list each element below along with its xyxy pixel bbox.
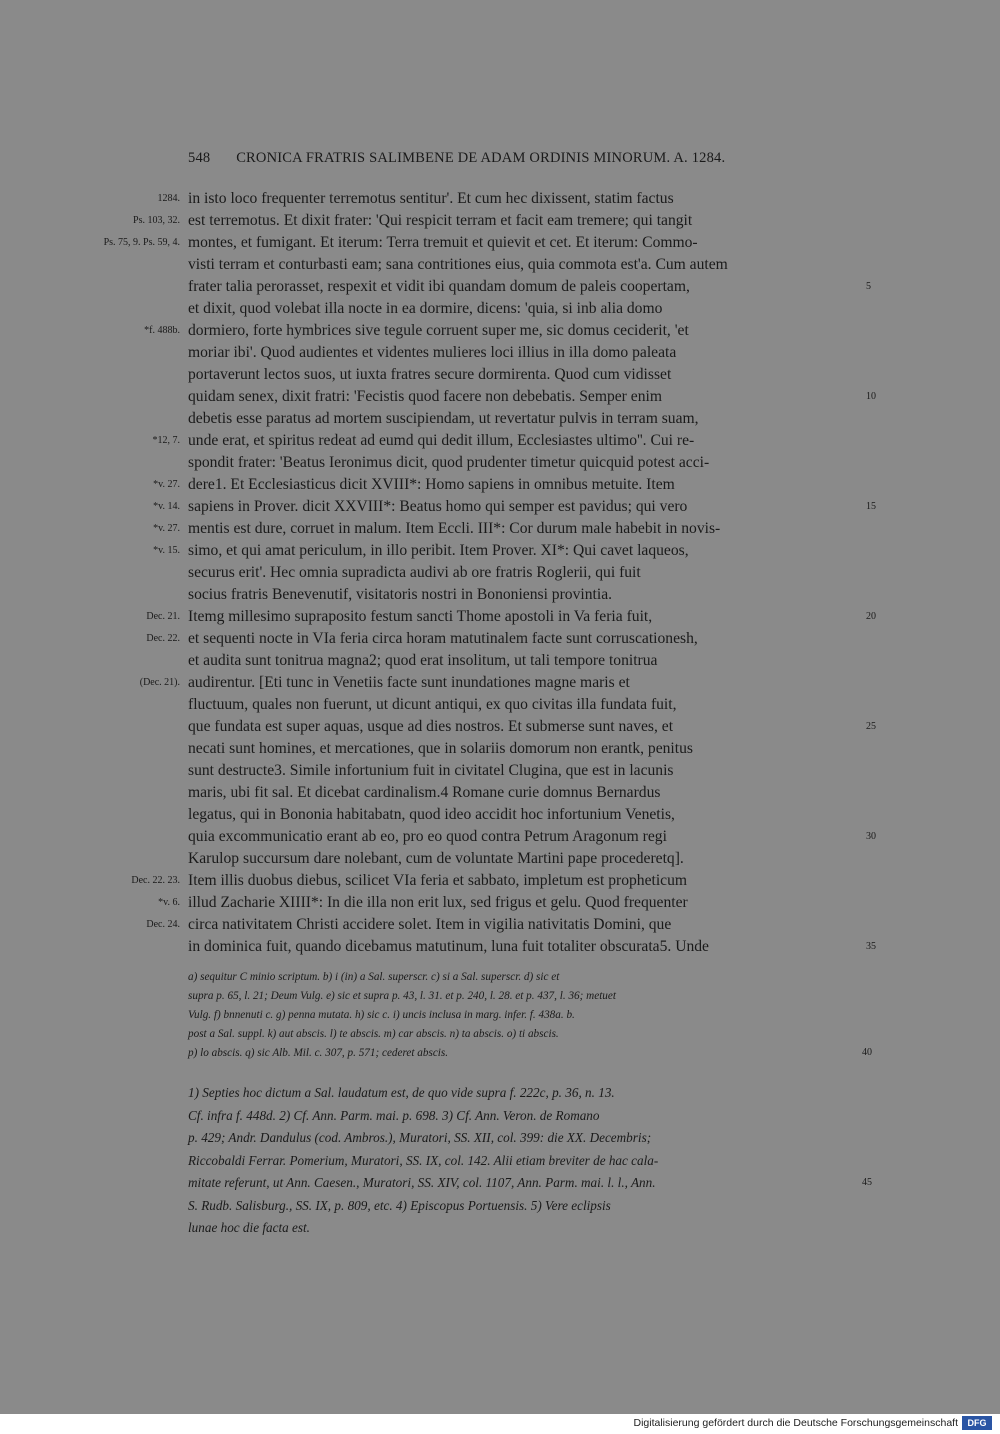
text-line: legatus, qui in Bononia habitabatn, quod ideo accidit hoc infortunium Venetis,: [188, 806, 675, 823]
apparatus-line: p) lo abscis. q) sic Alb. Mil. c. 307, p. 571; cederet abscis.: [188, 1047, 449, 1059]
margin-reference: (Dec. 21).: [139, 677, 180, 688]
page-number: 548: [188, 150, 211, 166]
text-line: visti terram et conturbasti eam; sana contritiones eius, quia commota est'a. Cum autem: [188, 256, 728, 273]
text-line: sapiens in Prover. dicit XXVIII*: Beatus homo qui semper est pavidus; qui vero: [188, 498, 688, 515]
credit-text: Digitalisierung gefördert durch die Deutsche Forschungsgemeinschaft: [633, 1417, 958, 1429]
text-line: que fundata est super aquas, usque ad dies nostros. Et submerse sunt naves, et: [188, 718, 674, 735]
text-line: socius fratris Benevenutif, visitatoris nostri in Bononiensi provintia.: [188, 586, 613, 603]
text-line: maris, ubi fit sal. Et dicebat cardinalism.4 Romane curie domnus Bernardus: [188, 784, 661, 801]
commentary-line: p. 429; Andr. Dandulus (cod. Ambros.), Muratori, SS. XII, col. 399: die XX. Decembris;: [188, 1130, 652, 1145]
running-header: [188, 150, 833, 167]
text-line: in dominica fuit, quando dicebamus matutinum, luna fuit totaliter obscurata5. Unde: [188, 938, 709, 955]
text-line: et sequenti nocte in VIa feria circa horam matutinalem facte sunt corruscationesh,: [188, 630, 698, 647]
text-line: et audita sunt tonitrua magna2; quod erat insolitum, ut tali tempore tonitrua: [188, 652, 658, 669]
running-title: CRONICA FRATRIS SALIMBENE DE ADAM ORDINIS MINORUM. A. 1284.: [236, 150, 726, 166]
margin-reference: *v. 27.: [153, 523, 180, 534]
margin-reference: 1284.: [157, 193, 180, 204]
text-line: est terremotus. Et dixit frater: 'Qui respicit terram et facit eam tremere; qui tangit: [188, 212, 693, 229]
commentary-line: mitate referunt, ut Ann. Caesen., Muratori, SS. XIV, col. 1107, Ann. Parm. mai. l. l., Ann.: [188, 1175, 656, 1190]
line-number: 15: [866, 501, 876, 512]
text-line: mentis est dure, corruet in malum. Item Eccli. III*: Cor durum male habebit in novis-: [188, 520, 721, 537]
margin-reference: Dec. 22.: [146, 633, 180, 644]
margin-reference: *12, 7.: [152, 435, 180, 446]
margin-reference: Ps. 103, 32.: [133, 215, 180, 226]
text-line: et dixit, quod volebat illa nocte in ea dormire, dicens: 'quia, si inb alia domo: [188, 300, 663, 317]
margin-reference: Dec. 21.: [146, 611, 180, 622]
margin-reference: *v. 27.: [153, 479, 180, 490]
text-line: dormiero, forte hymbrices sive tegule corruent super me, sic domus ceciderit, 'et: [188, 322, 689, 339]
text-line: Karulop succursum dare nolebant, cum de voluntate Martini pape procederetq].: [188, 850, 684, 867]
text-line: Item illis duobus diebus, scilicet VIa feria et sabbato, impletum est propheticum: [188, 872, 688, 889]
text-line: illud Zacharie XIIII*: In die illa non erit lux, sed frigus et gelu. Quod frequenter: [188, 894, 688, 911]
dfg-logo: DFG: [962, 1416, 992, 1430]
apparatus-line: a) sequitur C minio scriptum. b) i (in) a Sal. superscr. c) si a Sal. superscr. d) sic et: [188, 971, 560, 983]
apparatus-line: post a Sal. suppl. k) aut abscis. l) te abscis. m) car abscis. n) ta abscis. o) ti abscis.: [188, 1028, 559, 1040]
margin-reference: Ps. 75, 9. Ps. 59, 4.: [103, 237, 180, 248]
text-line: circa nativitatem Christi accidere solet. Item in vigilia nativitatis Domini, que: [188, 916, 672, 933]
line-number: 20: [866, 611, 876, 622]
text-line: necati sunt homines, et mercationes, que in solariis domorum non erantk, penitus: [188, 740, 693, 757]
text-line: audirentur. [Eti tunc in Venetiis facte sunt inundationes magne maris et: [188, 674, 630, 691]
text-line: in isto loco frequenter terremotus sentitur'. Et cum hec dixissent, statim factus: [188, 190, 674, 207]
text-line: moriar ibi'. Quod audientes et videntes mulieres loci illius in illa domo paleata: [188, 344, 677, 361]
margin-reference: Dec. 22. 23.: [131, 875, 180, 886]
text-line: frater talia perorasset, respexit et vidit ibi quandam domum de paleis coopertam,: [188, 278, 690, 295]
text-line: portaverunt lectos suos, ut iuxta fratres secure dormirenta. Quod cum vidisset: [188, 366, 672, 383]
text-line: unde erat, et spiritus redeat ad eumd qui dedit illum, Ecclesiastes ultimo''. Cui re-: [188, 432, 695, 449]
text-line: Itemg millesimo supraposito festum sancti Thome apostoli in Va feria fuit,: [188, 608, 653, 625]
margin-reference: *v. 15.: [153, 545, 180, 556]
text-line: dere1. Et Ecclesiasticus dicit XVIII*: Homo sapiens in omnibus metuite. Item: [188, 476, 675, 493]
margin-reference: *v. 14.: [153, 501, 180, 512]
margin-reference: *f. 488b.: [144, 325, 180, 336]
commentary-line: lunae hoc die facta est.: [188, 1220, 310, 1235]
text-line: montes, et fumigant. Et iterum: Terra tremuit et quievit et cet. Et iterum: Commo-: [188, 234, 698, 251]
text-line: fluctuum, quales non fuerunt, ut dicunt antiqui, ex quo civitas illa fundata fuit,: [188, 696, 677, 713]
apparatus-line: Vulg. f) bnnenuti c. g) penna mutata. h) sic c. i) uncis inclusa in marg. infer. f. 438a. b.: [188, 1009, 575, 1021]
line-number: 40: [862, 1047, 872, 1058]
margin-reference: *v. 6.: [158, 897, 180, 908]
line-number: 30: [866, 831, 876, 842]
margin-reference: Dec. 24.: [146, 919, 180, 930]
text-line: securus erit'. Hec omnia supradicta audivi ab ore fratris Roglerii, qui fuit: [188, 564, 641, 581]
commentary-line: Riccobaldi Ferrar. Pomerium, Muratori, SS. IX, col. 142. Alii etiam breviter de hac cala-: [188, 1152, 659, 1168]
text-line: simo, et qui amat periculum, in illo peribit. Item Prover. XI*: Qui cavet laqueos,: [188, 542, 689, 559]
line-number: 35: [866, 941, 876, 952]
commentary-line: Cf. infra f. 448d. 2) Cf. Ann. Parm. mai. p. 698. 3) Cf. Ann. Veron. de Romano: [188, 1107, 600, 1123]
text-line: quia excommunicatio erant ab eo, pro eo quod contra Petrum Aragonum regi: [188, 828, 667, 845]
line-number: 25: [866, 721, 876, 732]
text-line: sunt destructe3. Simile infortunium fuit in civitatel Clugina, que est in lacunis: [188, 762, 674, 779]
text-line: debetis esse paratus ad mortem suscipiendam, ut revertatur pulvis in terram suam,: [188, 410, 699, 427]
commentary-line: 1) Septies hoc dictum a Sal. laudatum est, de quo vide supra f. 222c, p. 36, n. 13.: [188, 1085, 615, 1100]
text-line: spondit frater: 'Beatus Ieronimus dicit, quod prudenter timetur quicquid potest acci-: [188, 454, 710, 471]
line-number: 10: [866, 391, 876, 402]
line-number: 5: [866, 281, 871, 292]
apparatus-line: supra p. 65, l. 21; Deum Vulg. e) sic et supra p. 43, l. 31. et p. 240, l. 28. et p. 437, l. 36; metuet: [188, 990, 616, 1002]
line-number: 45: [862, 1177, 872, 1188]
text-line: quidam senex, dixit fratri: 'Fecistis quod facere non debebatis. Semper enim: [188, 388, 662, 405]
digitization-credit: [0, 1414, 1000, 1434]
commentary-line: S. Rudb. Salisburg., SS. IX, p. 809, etc. 4) Episcopus Portuensis. 5) Vere eclipsis: [188, 1197, 611, 1213]
